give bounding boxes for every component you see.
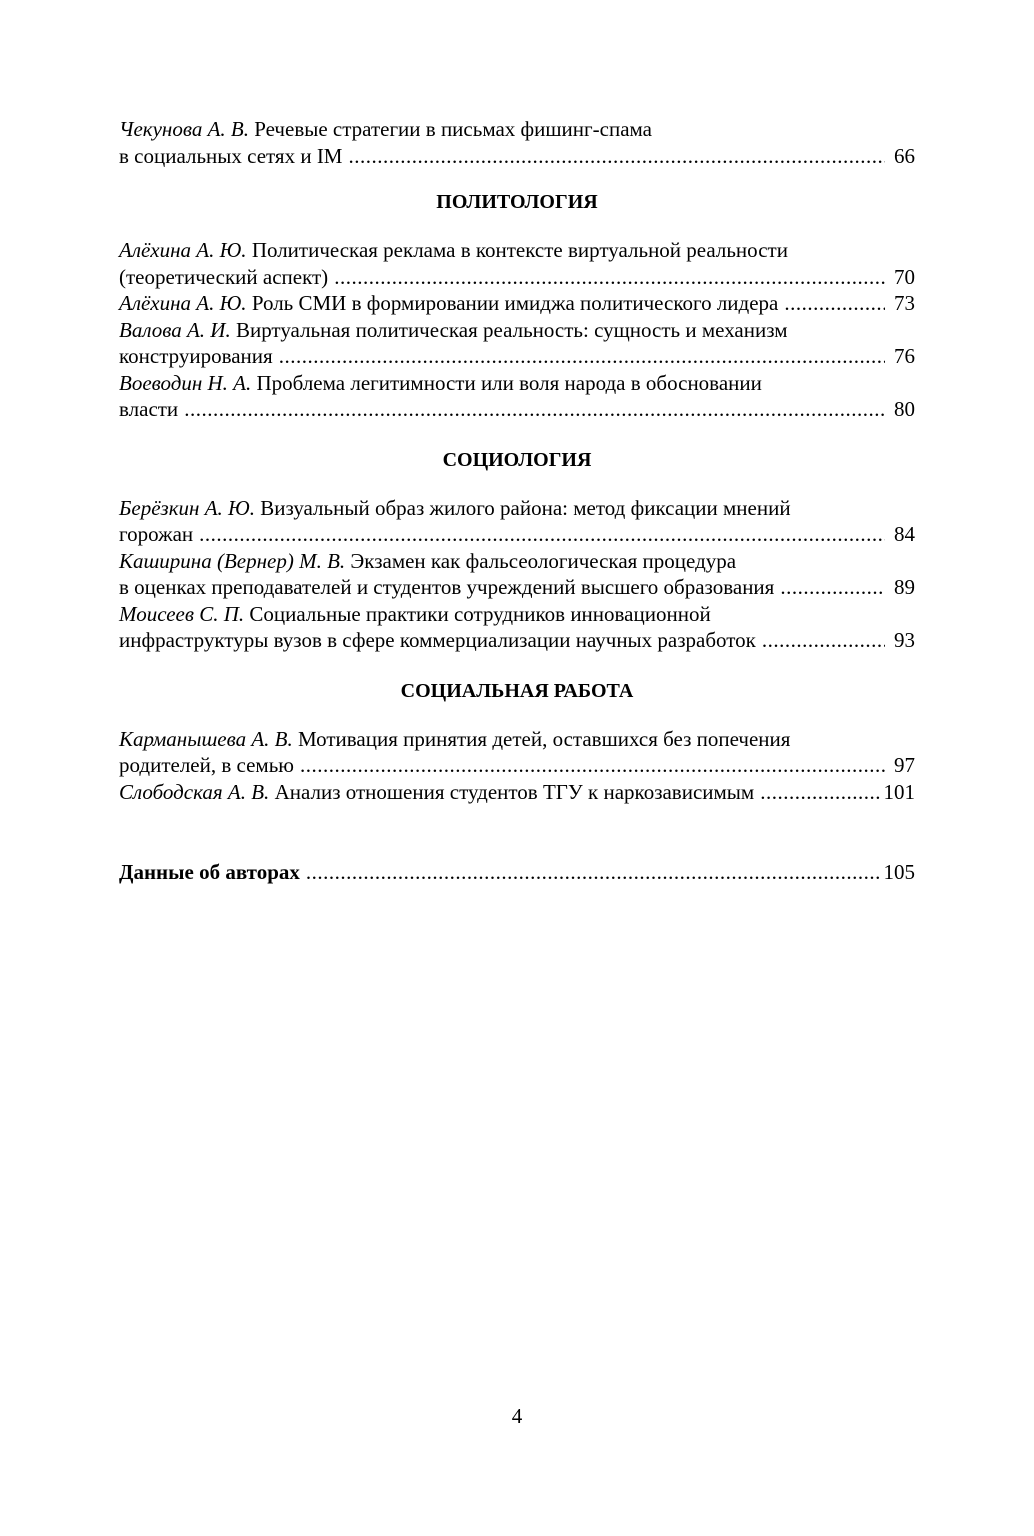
dot-leader [306,859,880,886]
authors-data-label: Данные об авторах [119,860,300,884]
entry-author: Моисеев С. П. [119,601,245,626]
entry-last-line [119,859,915,886]
entry-last-line [119,143,915,170]
toc-entry[interactable] [119,495,915,548]
dot-leader [760,779,879,806]
entry-title: Анализ отношения студентов ТГУ к наркозависимым [274,779,755,804]
entry-page: 105 [883,860,915,884]
entry-page: 70 [894,264,915,289]
entry-title: Политическая реклама в контексте виртуальной реальности [251,238,788,262]
toc-entry[interactable] [119,779,915,806]
dot-leader [279,343,885,370]
entry-last-line [119,343,915,370]
entry-first-line [119,370,915,397]
entry-title: Виртуальная политическая реальность: сущность и механизм [235,317,788,342]
entry-last-line [119,264,915,291]
entry-first-line [119,237,915,264]
entry-last-line [119,752,915,779]
entry-title: Проблема легитимности или воля народа в обосновании [256,370,762,395]
entry-page: 66 [894,143,915,168]
entry-page: 80 [894,397,915,421]
toc-entry[interactable] [119,548,915,601]
entry-first-line [119,317,915,344]
entry-author: Алёхина А. Ю. [119,238,247,262]
entry-last-line [119,396,915,423]
dot-leader [780,574,885,601]
toc-entry[interactable] [119,116,915,169]
entry-title-end: родителей, в семью [119,753,294,777]
entry-author: Чекунова А. В. [119,117,249,141]
entry-title-end: горожан [119,522,194,546]
dot-leader [334,264,885,291]
entry-last-line [119,574,915,601]
entry-first-line [119,601,915,628]
entry-title-end: в оценках преподавателей и студентов учреждений высшего образования [119,575,775,599]
entry-title-end: (теоретический аспект) [119,264,329,289]
entry-page: 84 [894,522,915,546]
entry-last-line [119,290,915,317]
dot-leader [300,752,885,779]
table-of-contents [119,116,915,886]
entry-title: Речевые стратегии в письмах фишинг-спама [254,117,652,141]
entry-page: 101 [883,779,915,804]
entry-title: Социальные практики сотрудников инновационной [249,601,711,626]
section-heading: СОЦИАЛЬНАЯ РАБОТА [400,679,634,702]
toc-entry-authors-data[interactable] [119,859,915,886]
entry-title-end: инфраструктуры вузов в сфере коммерциализации научных разработок [119,628,756,652]
entry-author: Каширина (Вернер) М. В. [119,548,346,573]
entry-title: Роль СМИ в формировании имиджа политического лидера [251,291,779,315]
entry-title: Визуальный образ жилого района: метод фиксации мнений [260,495,791,520]
entry-last-line [119,779,915,806]
dot-leader [184,396,885,423]
entry-title-end: конструирования [119,344,273,368]
dot-leader [784,290,885,317]
entry-title-end: власти [119,397,179,421]
toc-entry[interactable] [119,370,915,423]
entry-last-line [119,627,915,654]
entry-author: Воеводин Н. А. [119,370,252,395]
entry-first-line [119,495,915,522]
dot-leader [348,143,885,170]
entry-author: Берёзкин А. Ю. [119,495,255,520]
entry-first-line [119,726,915,753]
entry-title-end: в социальных сетях и IM [119,143,343,168]
entry-author: Слободская А. В. [119,779,270,804]
toc-entry[interactable] [119,726,915,779]
toc-entry[interactable] [119,317,915,370]
entry-page: 76 [894,344,915,368]
entry-first-line [119,548,915,575]
entry-title: Мотивация принятия детей, оставшихся без попечения [298,726,791,751]
entry-title: Экзамен как фальсеологическая процедура [350,548,737,573]
entry-page: 73 [894,291,915,315]
toc-entry[interactable] [119,237,915,290]
entry-page: 89 [894,575,915,599]
entry-page: 93 [894,628,915,652]
section-heading: ПОЛИТОЛОГИЯ [436,191,598,213]
entry-page: 97 [894,753,915,777]
dot-leader [199,521,885,548]
entry-author: Карманышева А. В. [119,726,293,751]
entry-first-line [119,116,915,143]
entry-last-line [119,521,915,548]
toc-entry[interactable] [119,290,915,317]
toc-entry[interactable] [119,601,915,654]
entry-author: Алёхина А. Ю. [119,291,247,315]
dot-leader [762,627,885,654]
section-heading: СОЦИОЛОГИЯ [442,448,592,471]
entry-author: Валова А. И. [119,317,231,342]
page-number: 4 [511,1404,523,1428]
